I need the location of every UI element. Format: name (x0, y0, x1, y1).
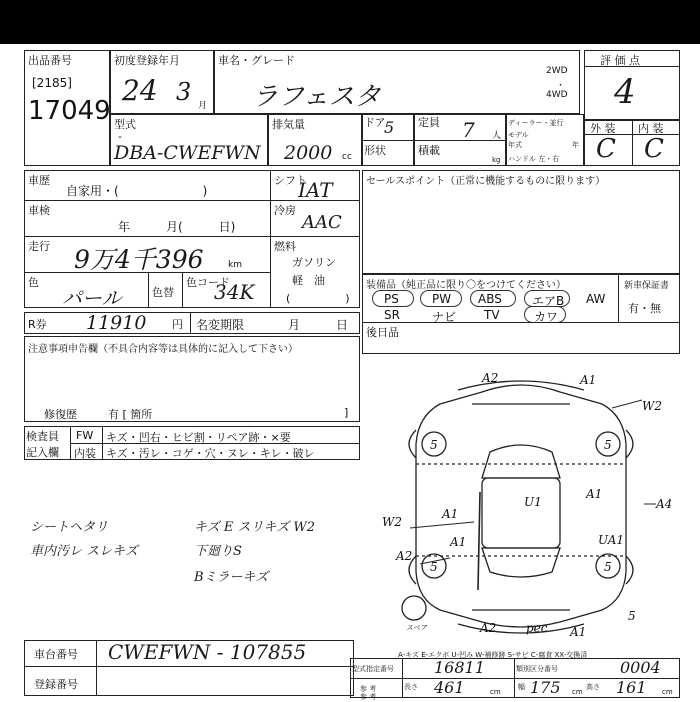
color-change-label: 色替 (152, 286, 174, 299)
roof (482, 478, 560, 548)
chassis-value: CWEFWN - 107855 (108, 640, 307, 664)
name-change-value: 月 日 (288, 318, 349, 332)
capacity-value: 7 (462, 118, 475, 142)
class-label: 類別区分番号 (516, 665, 558, 673)
cm-unit-1: cm (490, 688, 501, 696)
width-value: 175 (530, 678, 561, 697)
equipment-label: 装備品（純正品に限り〇をつけてください） (366, 280, 566, 291)
sales-point-label: セールスポイント（正常に機能するものに限ります） (366, 176, 606, 187)
handle-label: ハンドル 左・右 (508, 155, 560, 163)
km-unit: km (228, 260, 242, 270)
use-value: 自家用・( ) (66, 184, 208, 198)
equip-pw: PW (432, 292, 452, 306)
width-label: 幅 (518, 683, 525, 691)
equip-abs: ABS (478, 292, 502, 306)
first-registration-month: 3 (176, 78, 192, 106)
inspector-label: 検査員 (26, 430, 59, 443)
drive-4wd: 4WD (546, 90, 568, 100)
fuel-gasoline: ガソリン (292, 256, 336, 269)
capacity-label: 定員 (418, 116, 440, 129)
mark-a4-right: A4 (656, 497, 673, 511)
height-label: 高さ (586, 683, 600, 691)
damage-legend: A-キズ E-エクボ U-凹み W-補修跡 S-サビ C-腐食 XX-交換済 (398, 651, 588, 659)
circle-abs (470, 290, 516, 307)
interior-label: 内 装 (638, 122, 664, 135)
windshield (482, 445, 560, 478)
circle-ps (372, 290, 414, 307)
exterior-grade: C (596, 134, 616, 164)
drive-2wd: 2WD (546, 66, 568, 76)
month-unit: 月 (198, 101, 208, 111)
equip-sr: SR (384, 308, 400, 322)
equip-ps: PS (384, 292, 399, 306)
color-code-value: 34K (214, 280, 255, 304)
mark-a2-top: A2 (482, 371, 499, 385)
score-value: 4 (614, 72, 636, 112)
height-value: 161 (616, 678, 647, 697)
equip-leather: カワ (534, 310, 559, 324)
fuel-paren: ( ) (286, 292, 350, 305)
nen-label: 年式 (508, 141, 522, 149)
circle-pw (420, 290, 462, 307)
mark-pec: pec (526, 621, 548, 635)
registration-label: 登録番号 (34, 678, 78, 691)
equip-aw: AW (586, 292, 606, 306)
fuel-light: 軽 油 (292, 274, 325, 287)
yen-unit: 円 (172, 318, 183, 331)
car-diagram (362, 360, 680, 636)
mark-a2-left: A2 (396, 549, 413, 563)
aircon-label: 冷房 (274, 204, 296, 217)
note-line-2: 車内汚レ スレキズ (30, 544, 138, 559)
rear-window (482, 548, 560, 577)
ref-label-1: 参 考 (360, 685, 377, 693)
car-name-label: 車名・グレード (218, 54, 295, 67)
dealer-label: ディーラー・並行 (508, 119, 564, 127)
model-dash: - (118, 130, 122, 143)
mark-a1-right: A1 (586, 487, 603, 501)
aircon-value: AAC (302, 212, 342, 233)
new-warranty-label: 新車保証書 (624, 281, 670, 291)
recycle-value: 11910 (86, 312, 147, 334)
mark-tire-5: 5 (628, 609, 636, 623)
first-registration-year: 24 (122, 74, 158, 107)
fuel-label: 燃料 (274, 240, 296, 253)
repair-value: 有 [ 箇所 (108, 408, 153, 421)
doors-value: 5 (384, 118, 395, 137)
nen-unit: 年 (572, 141, 579, 149)
model-value: DBA-CWEFWN (114, 142, 261, 164)
type-designation-value: 16811 (434, 658, 485, 677)
shape-label: 形状 (364, 144, 386, 157)
notes-label: 注意事項申告欄（不具合内容等は具体的に記入して下さい） (28, 344, 298, 355)
spare-tire (402, 596, 426, 620)
mark-spare: スペア (406, 624, 427, 632)
note-line-3: キズ E スリキズ W2 (194, 520, 315, 535)
mark-tire-1: 5 (430, 438, 438, 452)
note-line-1: シートヘタリ (30, 520, 109, 535)
first-registration-label: 初度登録年月 (114, 54, 180, 67)
mark-tire-3: 5 (430, 560, 438, 574)
ref-label-2: 参 考 (360, 693, 377, 701)
color-code-label: 色コード (186, 276, 230, 289)
score-label: 評 価 点 (600, 54, 640, 67)
mark-a1-left2: A1 (450, 535, 467, 549)
displacement-value: 2000 (284, 142, 333, 164)
recycle-label: R券 (28, 318, 47, 331)
type-designation-label: 型式指定番号 (352, 665, 394, 673)
shift-label: シフト (274, 174, 307, 187)
mark-w2-left: W2 (382, 515, 402, 529)
entry-label: 記入欄 (26, 446, 59, 459)
mark-tire-2: 5 (604, 438, 612, 452)
color-label: 色 (28, 276, 39, 289)
kg-unit: kg (492, 156, 501, 164)
lot-bracket: [2185] (32, 76, 72, 90)
lot-number-label: 出品番号 (28, 54, 72, 67)
note-line-5: Bミラーキズ (194, 570, 269, 585)
car-name: ラフェスタ (252, 82, 381, 112)
interior-row-label: 内装 (74, 447, 96, 460)
inspection-value: 年 月( 日) (118, 220, 236, 234)
equip-navi: ナビ (432, 310, 457, 324)
after-items-label: 後日品 (366, 326, 399, 339)
displacement-label: 排気量 (272, 118, 305, 131)
repair-label: 修復歴 (44, 408, 77, 421)
length-value: 461 (434, 678, 465, 697)
cc-unit: cc (342, 152, 352, 162)
cm-unit-3: cm (662, 688, 673, 696)
length-label: 長さ (404, 683, 418, 691)
drive-dot: ・ (556, 81, 566, 91)
lot-number: 17049 (28, 96, 111, 126)
model-label: 型式 (114, 118, 136, 131)
color-value: パール (62, 286, 122, 310)
inspection-label: 車検 (28, 204, 50, 217)
circle-leather (524, 306, 566, 323)
circle-airbag (524, 290, 570, 307)
fw-label: FW (76, 429, 94, 442)
note-line-4: 下廻りS (194, 544, 242, 559)
shift-value: IAT (298, 178, 333, 202)
equip-tv: TV (484, 308, 500, 322)
warranty-value: 有・無 (628, 302, 661, 315)
model-year-label: モデル (508, 131, 529, 139)
exterior-label: 外 装 (590, 122, 616, 135)
doors-label: ドア (364, 116, 386, 129)
class-value: 0004 (620, 658, 661, 677)
mark-a1-left: A1 (442, 507, 459, 521)
mark-w2-right: W2 (642, 399, 662, 413)
person-unit: 人 (492, 131, 502, 141)
load-label: 積載 (418, 144, 440, 157)
repair-close: ] (344, 406, 349, 419)
interior-grade: C (644, 134, 664, 164)
mark-a1-top: A1 (580, 373, 597, 387)
equip-airbag: エアB (532, 294, 565, 308)
use-label: 車歴 (28, 174, 50, 187)
mark-a2-bottom: A2 (480, 621, 497, 635)
mark-ua1-right: UA1 (598, 533, 625, 547)
mark-u1-center: U1 (524, 495, 542, 509)
interior-items: キズ・汚レ・コゲ・穴・ヌレ・キレ・破レ (106, 447, 315, 460)
cm-unit-2: cm (572, 688, 583, 696)
mark-a1-bottom: A1 (570, 625, 587, 636)
name-change-label: 名変期限 (196, 318, 245, 332)
mileage-value: 9万4千396 (74, 245, 204, 274)
car-body-outline (416, 385, 626, 627)
top-black-bar (0, 0, 700, 44)
fw-items: キズ・凹右・ヒビ割・リペア跡・×要 (106, 431, 291, 444)
mileage-label: 走行 (28, 240, 50, 253)
chassis-label: 車台番号 (34, 648, 78, 661)
mark-tire-4: 5 (604, 560, 612, 574)
